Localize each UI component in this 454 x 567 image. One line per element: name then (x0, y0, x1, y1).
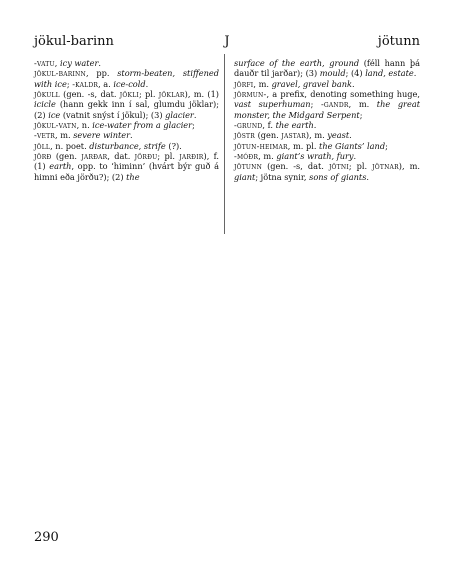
definition: giant’s wrath, fury (276, 151, 354, 162)
headword: jörfi (234, 78, 254, 89)
entry-text: ; pl. (348, 161, 373, 172)
dictionary-entry (234, 120, 420, 130)
headword: jökul-barinn (34, 68, 86, 79)
entry-text: (gen. (254, 130, 282, 141)
definition: glacier (165, 109, 194, 120)
headword: jarðir (179, 151, 204, 162)
definition: ice-water from a glacier (92, 120, 193, 131)
headword: jastar (281, 130, 306, 141)
entry-text: . (313, 120, 317, 131)
left-column (34, 58, 219, 182)
entry-text: , f. (262, 120, 276, 131)
entry-text: ), m. (305, 130, 328, 141)
entry-text: ; (385, 140, 388, 151)
entry-text: (vatnit snýst í jökul); (3) (60, 109, 166, 120)
entry-text: ; pl. (157, 151, 180, 162)
entry-text: . (353, 151, 357, 162)
headword: jökli (119, 89, 139, 100)
entry-text: , a. (98, 78, 114, 89)
headword: -vetr (34, 130, 55, 141)
entry-text: . (413, 68, 417, 79)
entry-text: . (193, 109, 197, 120)
page-number: 290 (34, 530, 59, 545)
definition: giant (234, 171, 256, 182)
entry-text: ), f. (1) (34, 151, 219, 172)
entry-text: , (54, 58, 60, 68)
headword: -gandr (320, 99, 349, 110)
headword: -kaldr (72, 78, 99, 89)
definition: ice-cold (113, 78, 146, 89)
dictionary-entry (234, 79, 420, 89)
headword: -grund (234, 120, 263, 131)
headword: jöklar (158, 89, 185, 100)
definition: gravel, gravel bank (271, 78, 352, 89)
dictionary-entry (234, 130, 420, 140)
entry-text: (?). (165, 140, 182, 151)
entry-text: , m. (348, 99, 377, 110)
headword: jarðar (81, 151, 108, 162)
definition: the (126, 171, 140, 182)
entry-text: . (366, 171, 370, 182)
headword: jökull (34, 89, 60, 100)
entry-text: ; pl. (138, 89, 159, 100)
entry-text: , m. (258, 151, 277, 162)
definition: icicle (34, 99, 56, 110)
entry-text: , m. (55, 130, 74, 141)
entry-text: ), m. (398, 161, 420, 172)
dictionary-entry (34, 58, 219, 68)
headword: jötun-heimar (234, 140, 288, 151)
right-column (234, 58, 420, 182)
definition: ice (48, 109, 61, 120)
entry-text: . (351, 78, 355, 89)
entry-text: , opp. to ‘himinn’ (hvárt býr guð á himni eða jörðu?); (2) (34, 161, 219, 182)
definition: land, estate (365, 68, 414, 79)
headword: jöstr (234, 130, 255, 141)
entry-text: (féll hann þá dauðr til jarðar); (3) (234, 58, 420, 79)
dictionary-entry (234, 89, 420, 120)
headword: jöll (34, 140, 51, 151)
definition: storm-beaten, stiffened with ice (34, 68, 219, 89)
entry-text: , n. poet. (50, 140, 90, 151)
dictionary-entry (234, 58, 420, 79)
entry-text: , n. (76, 120, 93, 131)
dictionary-entry (34, 120, 219, 130)
entry-text: ; (4) (345, 68, 366, 79)
headword: -vatu (34, 58, 55, 68)
entry-text: ), m. (1) (184, 89, 219, 100)
headword: jötunn (234, 161, 263, 172)
definition: sons of giants (309, 171, 367, 182)
entry-text: ; (359, 109, 363, 120)
definition: surface of the earth, ground (234, 58, 360, 68)
entry-text: . (145, 78, 149, 89)
definition: severe winter (73, 130, 131, 141)
header-letter: J (224, 34, 230, 49)
column-divider (224, 54, 225, 234)
definition: icy water (59, 58, 99, 68)
dictionary-entry (234, 141, 420, 151)
entry-text: ; (310, 99, 321, 110)
dictionary-entry (34, 89, 219, 120)
definition: vast superhuman (234, 99, 311, 110)
entry-text: (gen. -s, dat. (262, 161, 329, 172)
headword: -móðr (234, 151, 259, 162)
running-header (34, 34, 420, 52)
headword: jötnar (372, 161, 399, 172)
entry-text: , pp. (85, 68, 118, 79)
headword: jörmun- (234, 89, 267, 100)
entry-text: ; (66, 78, 73, 89)
definition: the earth (275, 120, 314, 131)
header-first-word: jökul-barinn (34, 34, 114, 49)
dictionary-entry (34, 130, 219, 140)
entry-text: , m. (253, 78, 272, 89)
definition: disturbance, strife (89, 140, 166, 151)
header-last-word: jötunn (377, 34, 420, 49)
headword: jörðu (134, 151, 158, 162)
entry-text: (hann gekk inn í sal, glumdu jöklar); (2) (34, 99, 219, 120)
entry-text: , a prefix, denoting something huge, (266, 89, 420, 100)
entry-text: (gen. (51, 151, 82, 162)
entry-text: (gen. -s, dat. (59, 89, 120, 100)
definition: mould (319, 68, 346, 79)
dictionary-entry (34, 141, 219, 151)
entry-text: . (98, 58, 101, 68)
entry-text: , dat. (107, 151, 135, 162)
entry-text: ; jötna synir, (255, 171, 310, 182)
definition: the Giants’ land (319, 140, 386, 151)
entry-text: . (349, 130, 352, 141)
entry-text: ; (192, 120, 195, 131)
dictionary-entry (234, 151, 420, 161)
entry-text: . (130, 130, 133, 141)
headword: jötni (328, 161, 349, 172)
definition: yeast (327, 130, 350, 141)
dictionary-entry (234, 161, 420, 182)
dictionary-entry (34, 151, 219, 182)
definition: earth (49, 161, 72, 172)
headword: jökul-vatn (34, 120, 77, 131)
dictionary-entry (34, 68, 219, 89)
headword: jörð (34, 151, 52, 162)
entry-text: , m. pl. (287, 140, 320, 151)
definition: the great monster, the Midgard Serpent (234, 99, 420, 120)
